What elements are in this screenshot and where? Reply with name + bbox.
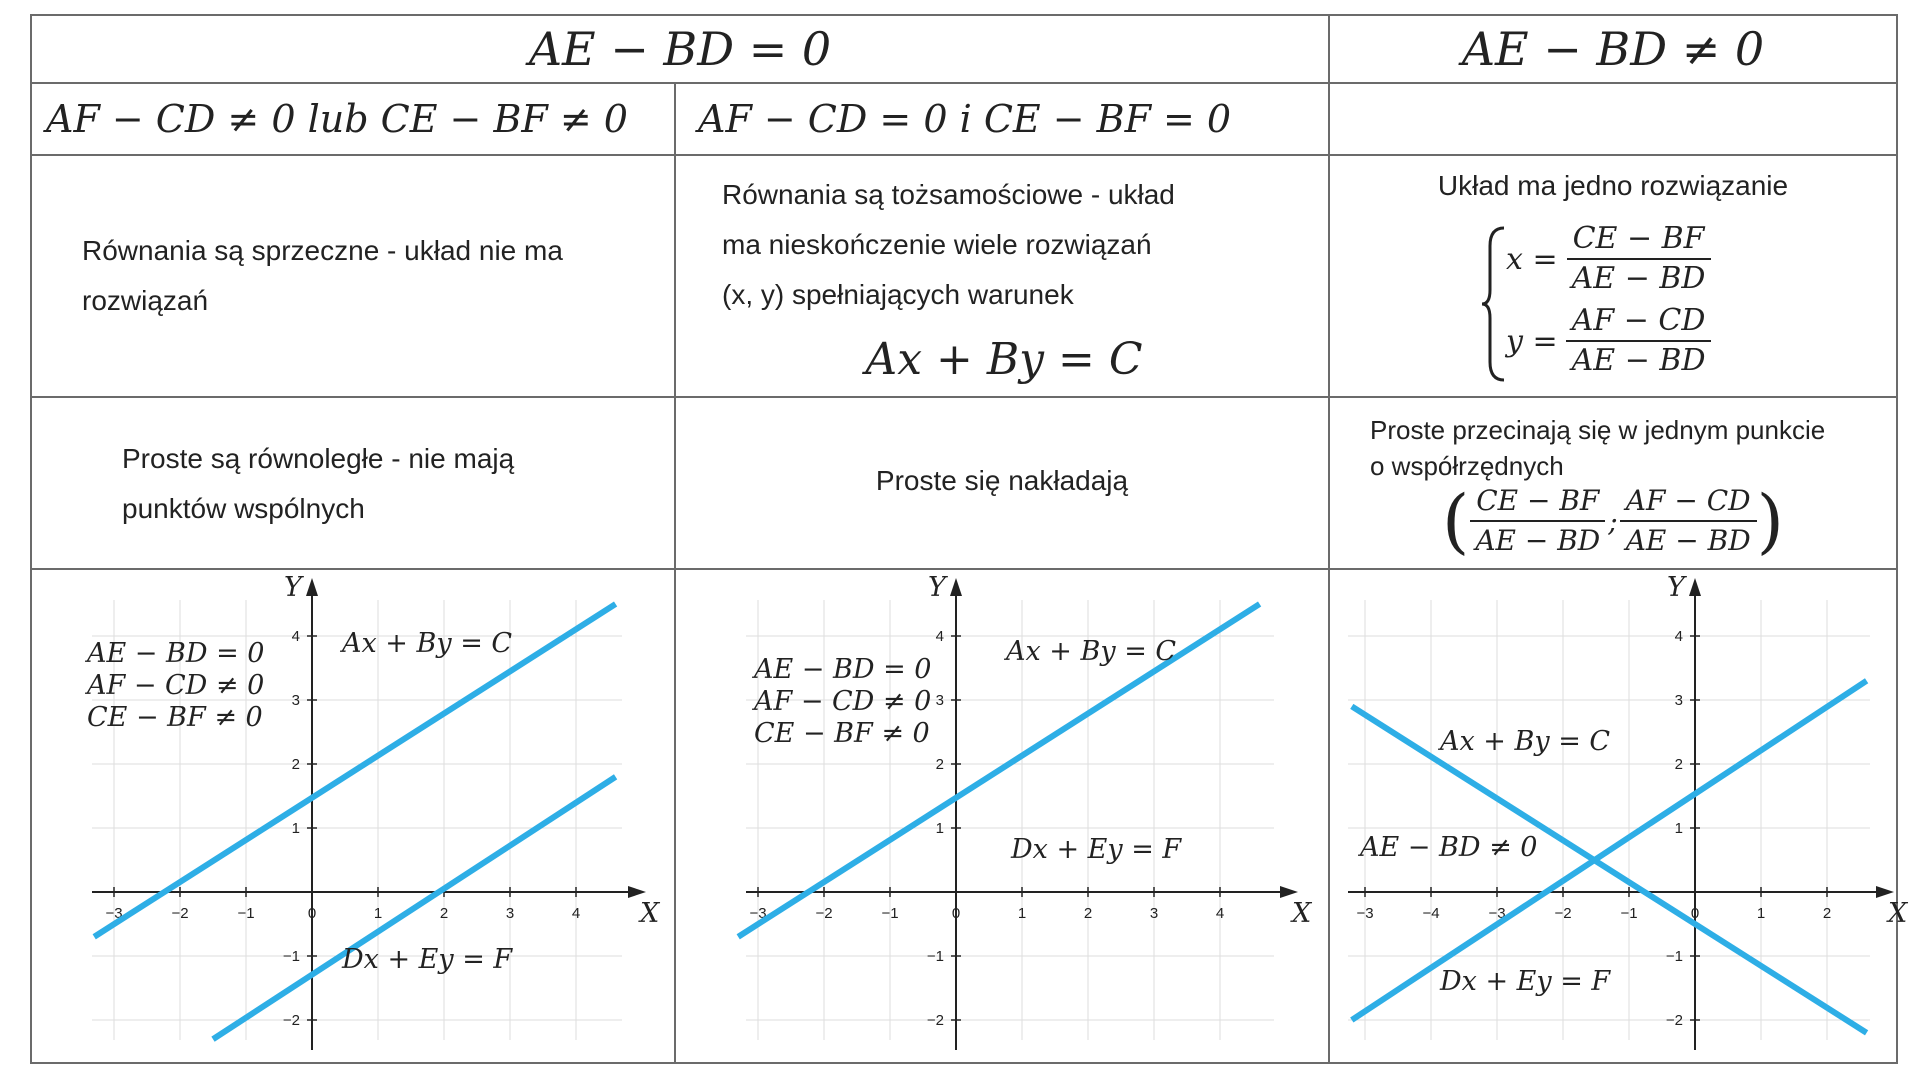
x-tick-label: 1 — [1756, 905, 1766, 922]
plot-annotation: Dx + Ey = F — [342, 944, 513, 975]
y-tick-label: −1 — [926, 948, 944, 965]
plot-annotation: AF − CD ≠ 0 — [87, 670, 265, 701]
y-axis-arrow-icon — [950, 578, 962, 596]
solution-y-num: AF − CD — [1566, 302, 1712, 342]
y-tick-label: 4 — [1674, 628, 1683, 645]
plot-annotation: Ax + By = C — [1006, 636, 1177, 667]
x-tick-label: 1 — [373, 905, 383, 922]
plot-annotation: AE − BD = 0 — [87, 638, 265, 669]
x-tick-label: −2 — [1554, 905, 1572, 922]
plot-cell-2 — [674, 568, 1330, 1064]
x-tick-label: 4 — [1215, 905, 1225, 922]
subheader-col2: AF − CD = 0 i CE − BF = 0 — [674, 82, 1330, 156]
y-tick-label: 1 — [291, 820, 300, 837]
plot-annotation: Dx + Ey = F — [1011, 834, 1182, 865]
x-tick-label: 2 — [1822, 905, 1832, 922]
x-tick-label: 2 — [439, 905, 449, 922]
plot-coincident — [676, 570, 1328, 1062]
x-tick-label: −3 — [1356, 905, 1374, 922]
y-axis-arrow-icon — [1689, 578, 1701, 596]
y-tick-label: −2 — [1665, 1012, 1683, 1029]
point-separator: ; — [1608, 504, 1618, 538]
y-axis-label: Y — [284, 572, 302, 603]
lines-col1-line2: punktów wspólnych — [122, 493, 365, 524]
solutions-col1 — [30, 154, 676, 398]
solution-x-den: AE − BD — [1571, 261, 1706, 296]
plot-annotation: AE − BD ≠ 0 — [1360, 832, 1538, 863]
point-y-fraction — [1620, 482, 1757, 560]
y-tick-label: −2 — [282, 1012, 300, 1029]
x-tick-label: −3 — [105, 905, 123, 922]
solutions-col2 — [674, 154, 1330, 398]
solutions-col2-line2: ma nieskończenie wiele rozwiązań — [722, 229, 1152, 260]
solutions-col1-line2: rozwiązań — [82, 285, 209, 316]
solutions-col3-line1: Układ ma jedno rozwiązanie — [1437, 170, 1789, 201]
subheader-col1: AF − CD ≠ 0 lub CE − BF ≠ 0 — [30, 82, 676, 156]
lines-col3 — [1328, 396, 1898, 570]
solution-y-lhs: y = — [1506, 323, 1558, 359]
x-axis-label: X — [1888, 898, 1908, 929]
plot-annotation: AF − CD ≠ 0 — [754, 686, 932, 717]
solutions-col1-line1: Równania są sprzeczne - układ nie ma — [82, 235, 563, 266]
open-paren-icon: ( — [1442, 480, 1470, 562]
y-tick-label: 1 — [935, 820, 944, 837]
plot-annotation: AE − BD = 0 — [754, 654, 932, 685]
subheader-col3 — [1328, 82, 1898, 156]
point-x-den: AE − BD — [1475, 524, 1601, 557]
lines-col2-line1: Proste się nakładają — [875, 465, 1129, 496]
header-right: AE − BD ≠ 0 — [1328, 14, 1898, 84]
y-tick-label: 2 — [935, 756, 944, 773]
x-tick-label: −3 — [749, 905, 767, 922]
y-tick-label: 2 — [291, 756, 300, 773]
lines-col1-line1: Proste są równoległe - nie mają — [122, 443, 515, 474]
y-tick-label: 4 — [935, 628, 944, 645]
y-tick-label: 2 — [1674, 756, 1683, 773]
lines-col3-line2: o współrzędnych — [1370, 451, 1564, 481]
x-axis-label: X — [1292, 898, 1312, 929]
header-left: AE − BD = 0 — [30, 14, 1330, 84]
identity-formula: Ax + By = C — [865, 334, 1143, 385]
x-tick-label: −1 — [237, 905, 255, 922]
y-tick-label: 3 — [291, 692, 300, 709]
point-x-num: CE − BF — [1470, 482, 1605, 522]
y-axis-label: Y — [1667, 572, 1685, 603]
plot-annotation: CE − BF ≠ 0 — [754, 718, 930, 749]
x-tick-label: 3 — [1149, 905, 1159, 922]
x-axis-label: X — [640, 898, 660, 929]
solution-x — [1506, 220, 1711, 298]
solution-x-lhs: x = — [1506, 241, 1558, 277]
solution-y-fraction — [1566, 302, 1712, 380]
lines-col3-line1: Proste przecinają się w jednym punkcie — [1370, 415, 1826, 445]
comparison-table — [30, 14, 1908, 1064]
x-tick-label: −3 — [1488, 905, 1506, 922]
y-axis-arrow-icon — [306, 578, 318, 596]
plot-parallel — [32, 570, 674, 1062]
lines-col2 — [674, 396, 1330, 570]
solution-x-num: CE − BF — [1567, 220, 1711, 260]
y-tick-label: −1 — [1665, 948, 1683, 965]
x-tick-label: 0 — [951, 905, 961, 922]
y-tick-label: 4 — [291, 628, 300, 645]
x-tick-label: 0 — [1690, 905, 1700, 922]
x-tick-label: −1 — [1620, 905, 1638, 922]
point-x-fraction — [1469, 482, 1606, 560]
y-tick-label: −2 — [926, 1012, 944, 1029]
x-tick-label: 1 — [1017, 905, 1027, 922]
series-line-2 — [213, 777, 616, 1039]
x-axis-arrow-icon — [628, 886, 646, 898]
solutions-col3 — [1328, 154, 1898, 398]
plot-annotation: CE − BF ≠ 0 — [87, 702, 263, 733]
x-axis-arrow-icon — [1876, 886, 1894, 898]
y-tick-label: 3 — [1674, 692, 1683, 709]
solutions-col2-line3: (x, y) spełniających warunek — [722, 279, 1074, 310]
plot-cell-3 — [1328, 568, 1908, 1064]
x-tick-label: −4 — [1422, 905, 1440, 922]
y-tick-label: 3 — [935, 692, 944, 709]
solutions-col2-line1: Równania są tożsamościowe - układ — [722, 179, 1175, 210]
intersection-point — [1442, 482, 1784, 560]
plot-intersecting — [1330, 570, 1908, 1062]
solution-y-den: AE − BD — [1571, 343, 1706, 378]
point-y-num: AF − CD — [1620, 482, 1757, 522]
x-axis-arrow-icon — [1280, 886, 1298, 898]
y-axis-label: Y — [928, 572, 946, 603]
close-paren-icon: ) — [1756, 480, 1784, 562]
solution-y — [1506, 302, 1712, 380]
plot-annotation: Ax + By = C — [342, 628, 513, 659]
solution-x-fraction — [1566, 220, 1712, 298]
plot-annotation: Ax + By = C — [1440, 726, 1611, 757]
plot-cell-1 — [30, 568, 676, 1064]
x-tick-label: 3 — [505, 905, 515, 922]
x-tick-label: −2 — [171, 905, 189, 922]
point-y-den: AE − BD — [1625, 524, 1751, 557]
lines-col1 — [30, 396, 676, 570]
x-tick-label: −2 — [815, 905, 833, 922]
y-tick-label: −1 — [282, 948, 300, 965]
x-tick-label: 4 — [571, 905, 581, 922]
x-tick-label: 2 — [1083, 905, 1093, 922]
plot-annotation: Dx + Ey = F — [1440, 966, 1611, 997]
x-tick-label: −1 — [881, 905, 899, 922]
x-tick-label: 0 — [307, 905, 317, 922]
y-tick-label: 1 — [1674, 820, 1683, 837]
